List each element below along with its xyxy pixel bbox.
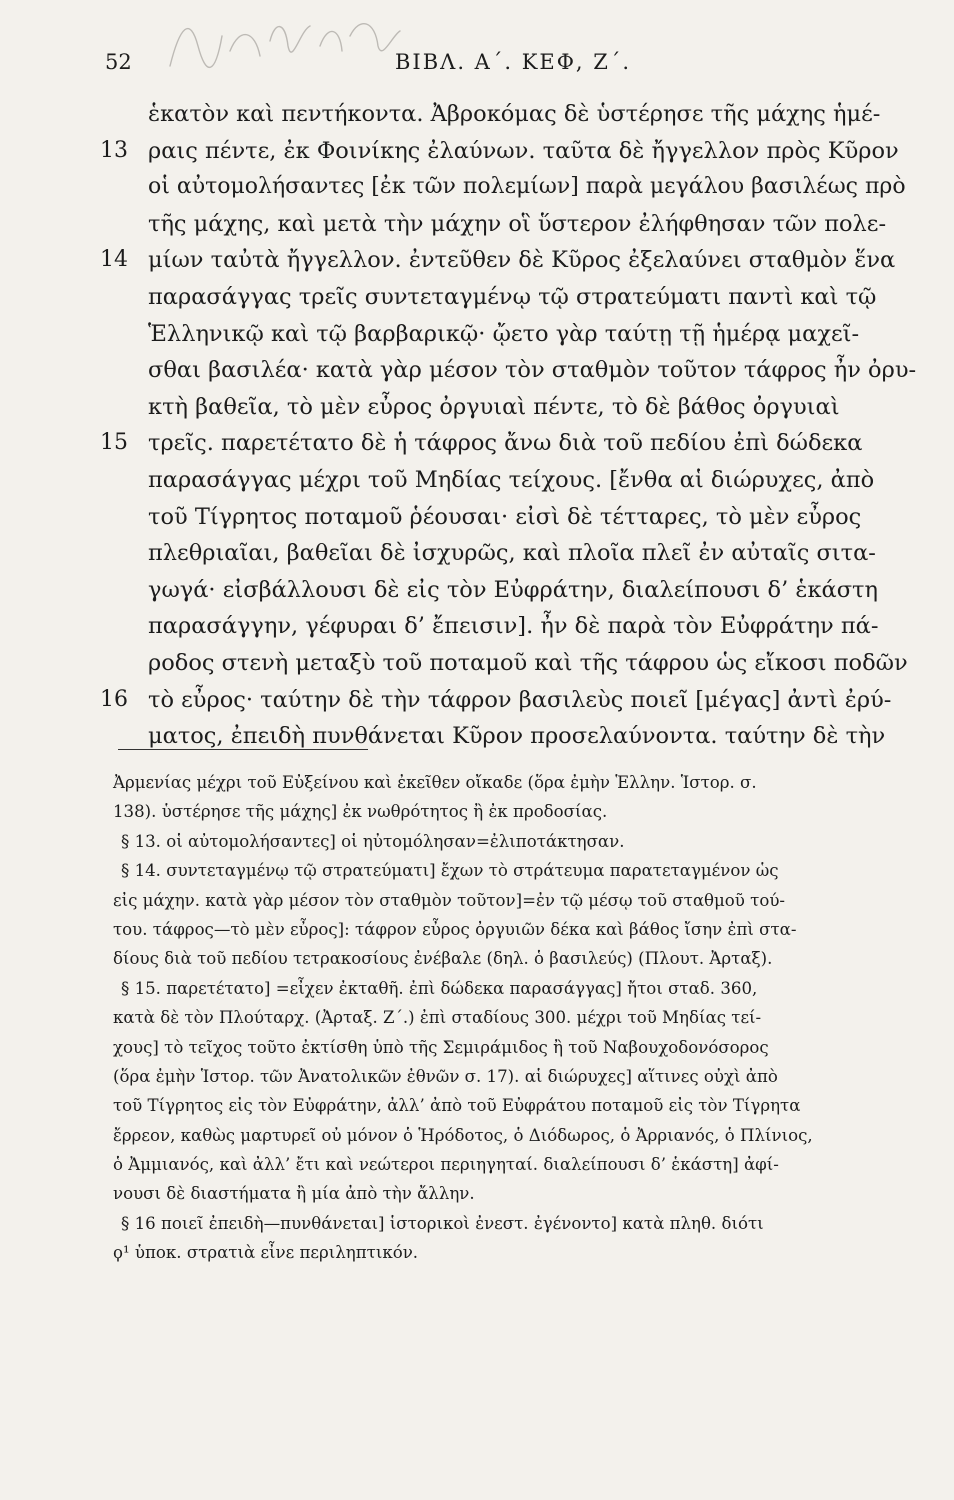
line-text: οἱ αὐτομολήσαντες [ἐκ τῶν πολεμίων] παρὰ μεγάλου βασιλέως πρὸ <box>148 174 906 200</box>
line-text: ἑκατὸν καὶ πεντήκοντα. Ἀβροκόμας δὲ ὑστέρησε τῆς μάχης ἡμέ- <box>148 101 881 127</box>
text-line <box>100 352 920 389</box>
note-line: τοῦ Τίγρητος εἰς τὸν Εὐφράτην, ἀλλ’ ἀπὸ τοῦ Εὐφράτου ποταμοῦ εἰς τὸν Τίγρητα <box>113 1096 801 1116</box>
note-line: Ἀρμενίας μέχρι τοῦ Εὐξείνου καὶ ἐκεῖθεν οἴκαδε (ὅρα ἐμὴν Ἑλλην. Ἱστορ. σ. <box>113 773 757 792</box>
line-text: παρασάγγας τρεῖς συντεταγμένῳ τῷ στρατεύματι παντὶ καὶ τῷ <box>148 283 877 310</box>
line-text: τοῦ Τίγρητος ποταμοῦ ῥέουσαι· εἰσὶ δὲ τέτταρες, τὸ μὲν εὖρος <box>148 503 862 530</box>
section-number: 16 <box>100 686 128 712</box>
line-text: τὸ εὖρος· ταύτην δὲ τὴν τάφρον βασιλεὺς ποιεῖ [μέγας] ἀντὶ ἐρύ- <box>148 686 892 713</box>
line-text: τῆς μάχης, καὶ μετὰ τὴν μάχην οἳ ὕστερον ἐλήφθησαν τῶν πολε- <box>148 210 887 237</box>
text-line <box>100 316 920 353</box>
section-number: 15 <box>100 430 128 456</box>
section-number: 13 <box>100 137 128 163</box>
note-line: ὁ Ἀμμιανός, καὶ ἀλλ’ ἔτι καὶ νεώτεροι περιηγηταί. διαλείπουσι δ’ ἑκάστη] ἀφί- <box>113 1155 779 1175</box>
text-line <box>100 499 920 536</box>
line-text: σθαι βασιλέα· κατὰ γὰρ μέσον τὸν σταθμὸν τοῦτον τάφρος ἦν ὀρυ- <box>148 357 917 384</box>
line-text: παρασάγγας μέχρι τοῦ Μηδίας τείχους. [ἔνθα αἱ διώρυχες, ἀπὸ <box>148 466 875 493</box>
footnote-rule <box>118 749 368 750</box>
note-line: ἔρρεον, καθὼς μαρτυρεῖ οὐ μόνον ὁ Ἡρόδοτος, ὁ Διόδωρος, ὁ Ἀρριανός, ὁ Πλίνιος, <box>113 1125 813 1145</box>
line-text: ραις πέντε, ἐκ Φοινίκης ἐλαύνων. ταῦτα δὲ ἤγγελλον πρὸς Κῦρον <box>148 137 899 164</box>
section-number: 14 <box>100 247 128 273</box>
note-line: εἰς μάχην. κατὰ γὰρ μέσον τὸν σταθμὸν τοῦτον]=ἐν τῷ μέσῳ τοῦ σταθμοῦ τού- <box>113 890 786 910</box>
line-text: τρεῖς. παρετέτατο δὲ ἡ τάφρος ἄνω διὰ τοῦ πεδίου ἐπὶ δώδεκα <box>148 430 863 457</box>
text-line <box>100 96 920 133</box>
note-line: 138). ὑστέρησε τῆς μάχης] ἐκ νωθρότητος ἢ ἐκ προδοσίας. <box>113 802 608 822</box>
line-text: ματος, ἐπειδὴ πυνθάνεται Κῦρον προσελαύνοντα. ταύτην δὲ τὴν <box>148 723 886 750</box>
line-text: γωγά· εἰσβάλλουσι δὲ εἰς τὸν Εὐφράτην, διαλείπουσι δ’ ἑκάστη <box>148 576 878 603</box>
text-line <box>100 389 920 426</box>
note-line: § 14. συντεταγμένῳ τῷ στρατεύματι] ἔχων τὸ στράτευμα παρατεταγμένον ὡς <box>121 861 779 881</box>
pencil-scribble <box>160 6 410 86</box>
text-line <box>100 169 920 206</box>
note-line: χους] τὸ τεῖχος τοῦτο ἐκτίσθη ὑπὸ τῆς Σεμιράμιδος ἢ τοῦ Ναβουχοδονόσορος <box>113 1037 769 1057</box>
running-head: ΒΙΒΛ. Α΄. ΚΕΦ, Ζ΄. <box>395 50 632 74</box>
main-text <box>100 96 920 755</box>
text-line <box>100 608 920 645</box>
line-text: παρασάγγην, γέφυραι δ’ ἔπεισιν]. ἦν δὲ παρὰ τὸν Εὐφράτην πά- <box>148 613 879 640</box>
line-text: Ἑλληνικῷ καὶ τῷ βαρβαρικῷ· ᾤετο γὰρ ταύτῃ τῇ ἡμέρᾳ μαχεῖ- <box>148 320 860 347</box>
text-line <box>100 279 920 316</box>
text-line <box>100 242 920 279</box>
text-line <box>100 572 920 609</box>
line-text: πλεθριαῖαι, βαθεῖαι δὲ ἰσχυρῶς, καὶ πλοῖα πλεῖ ἐν αὐταῖς σιτα- <box>148 540 876 567</box>
note-line: § 13. οἱ αὐτομολήσαντες] οἱ ηὐτομόλησαν=ἐλιποτάκτησαν. <box>121 831 625 851</box>
note-line: κατὰ δὲ τὸν Πλούταρχ. (Ἀρταξ. Ζ΄.) ἐπὶ σταδίους 300. μέχρι τοῦ Μηδίας τεί- <box>113 1008 762 1028</box>
note-line: § 15. παρετέτατο] =εἶχεν ἐκταθῆ. ἐπὶ δώδεκα παρασάγγας] ἤτοι σταδ. 360, <box>121 978 758 998</box>
text-line <box>100 645 920 682</box>
text-line <box>100 682 920 719</box>
text-line <box>100 133 920 170</box>
text-line <box>100 462 920 499</box>
note-line: (ὅρα ἐμὴν Ἱστορ. τῶν Ἀνατολικῶν ἐθνῶν σ. 17). αἱ διώρυχες] αἵτινες οὐχὶ ἀπὸ <box>113 1066 778 1086</box>
text-line <box>100 425 920 462</box>
note-line: νουσι δὲ διαστήματα ἢ μία ἀπὸ τὴν ἄλλην. <box>113 1184 475 1204</box>
note-line: δίους διὰ τοῦ πεδίου τετρακοσίους ἐνέβαλε (δηλ. ὁ βασιλεύς) (Πλουτ. Ἀρταξ). <box>113 949 773 969</box>
line-text: κτὴ βαθεῖα, τὸ μὲν εὖρος ὀργυιαὶ πέντε, τὸ δὲ βάθος ὀργυιαὶ <box>148 393 840 420</box>
line-text: μίων ταὐτὰ ἤγγελλον. ἐντεῦθεν δὲ Κῦρος ἐξελαύνει σταθμὸν ἕνα <box>148 247 896 274</box>
commentary-notes <box>113 768 913 1268</box>
note-line: § 16 ποιεῖ ἐπειδὴ—πυνθάνεται] ἱστορικοὶ ἐνεστ. ἐγένοντο] κατὰ πληθ. διότι <box>121 1213 764 1233</box>
note-line: του. τάφρος—τὸ μὲν εὖρος]: τάφρον εὖρος ὀργυιῶν δέκα καὶ βάθος ἴσην ἐπὶ στα- <box>113 919 797 939</box>
text-line <box>100 535 920 572</box>
text-line <box>100 206 920 243</box>
line-text: ροδος στενὴ μεταξὺ τοῦ ποταμοῦ καὶ τῆς τάφρου ὡς εἴκοσι ποδῶν <box>148 649 908 676</box>
page-number: 52 <box>105 50 132 74</box>
note-line: ϙ¹ ὑποκ. στρατιὰ εἶνε περιληπτικόν. <box>113 1243 419 1263</box>
